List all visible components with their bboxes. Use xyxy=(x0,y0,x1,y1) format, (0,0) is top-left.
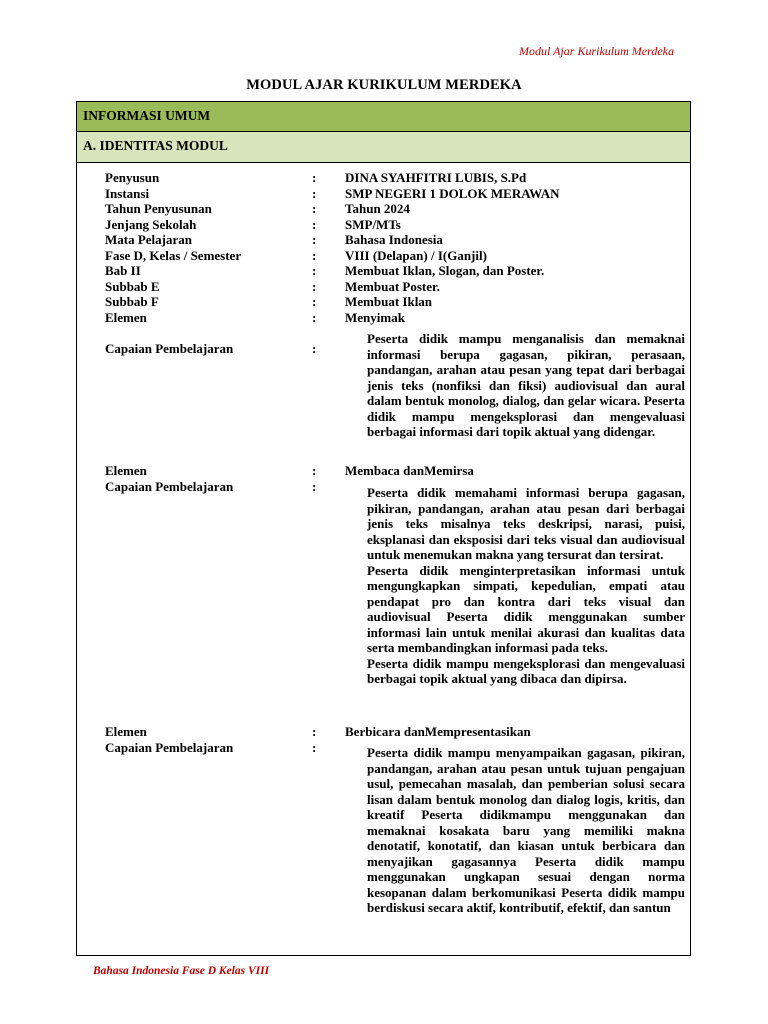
colon: : xyxy=(312,247,317,263)
colon: : xyxy=(312,170,317,185)
elemen-value: Berbicara danMempresentasikan xyxy=(345,724,531,739)
section-general-info: INFORMASI UMUM xyxy=(76,101,691,132)
cp-label: Capaian Pembelajaran xyxy=(105,478,234,494)
cp-label: Capaian Pembelajaran xyxy=(105,341,234,356)
colon: : xyxy=(312,740,317,755)
cp-paragraph: Peserta didik mampu mengeksplorasi dan mengevaluasi berbagai topik aktual yang dibaca dan dipirsa. xyxy=(367,655,685,686)
identity-value: Tahun 2024 xyxy=(345,201,410,216)
running-header: Modul Ajar Kurikulum Merdeka xyxy=(519,44,674,58)
colon: : xyxy=(312,216,317,232)
elemen-label: Elemen xyxy=(105,463,147,478)
identity-label: Tahun Penyusunan xyxy=(105,201,212,216)
colon: : xyxy=(312,185,317,201)
colon: : xyxy=(312,478,317,494)
colon: : xyxy=(312,463,317,478)
identity-label: Elemen xyxy=(105,309,147,325)
identity-value: Menyimak xyxy=(345,309,405,325)
document-title: MODUL AJAR KURIKULUM MERDEKA xyxy=(246,77,522,93)
identity-label: Fase D, Kelas / Semester xyxy=(105,247,242,263)
colon: : xyxy=(312,201,317,216)
cp-text-berbicara xyxy=(367,745,685,916)
colon: : xyxy=(312,263,317,278)
colon: : xyxy=(312,232,317,247)
identity-value: Bahasa Indonesia xyxy=(345,232,443,247)
identity-value: Membuat Iklan xyxy=(345,294,433,309)
identity-label: Jenjang Sekolah xyxy=(105,216,197,232)
colon: : xyxy=(312,341,317,356)
colon: : xyxy=(312,724,317,739)
cp-label: Capaian Pembelajaran xyxy=(105,740,234,755)
identity-value: VIII (Delapan) / I(Ganjil) xyxy=(345,247,487,263)
identity-label: Penyusun xyxy=(105,170,160,185)
identity-label: Instansi xyxy=(105,185,150,201)
identity-value: DINA SYAHFITRI LUBIS, S.Pd xyxy=(345,170,527,185)
cp-paragraph: Peserta didik memahami informasi berupa gagasan, pikiran, pandangan, arahan atau pesan dari berbagai jenis teks misalnya teks deskripsi, narasi, puisi, eksplanasi dan eksposisi dari teks visual dan audiovisual untuk menemukan makna yang tersurat dan tersirat. xyxy=(367,485,685,562)
colon: : xyxy=(312,278,317,294)
identity-value: SMP NEGERI 1 DOLOK MERAWAN xyxy=(345,185,560,201)
cp-paragraph: Peserta didik mampu menganalisis dan memaknai informasi berupa gagasan, pikiran, perasaan, pandangan, arahan atau pesan yang tepat dari berbagai jenis teks (nonfiksi dan fiksi) audiovisual dan aural dalam bentuk monolog, dialog, dan gelar wicara. Peserta didik mampu mengeksplorasi dan mengevaluasi berbagai informasi dari topik aktual yang didengar. xyxy=(367,331,685,439)
colon: : xyxy=(312,309,317,325)
cp-text-membaca xyxy=(367,485,685,687)
identity-label: Subbab E xyxy=(105,278,160,294)
cp-paragraph: Peserta didik mampu menyampaikan gagasan, pikiran, pandangan, arahan atau pesan untuk tujuan pengajuan usul, pemecahan masalah, dan pemberian solusi secara lisan dalam bentuk monolog dan dialog logis, kritis, dan kreatif Peserta didikmampu menggunakan dan memaknai kosakata baru yang memiliki makna denotatif, konotatif, dan kiasan untuk berbicara dan menyajikan gagasannya Peserta didik mampu menggunakan ungkapan sesuai dengan norma kesopanan dalam berkomunikasi Peserta didik mampu berdiskusi secara aktif, kontributif, efektif, dan santun xyxy=(367,745,685,915)
elemen-value: Membaca danMemirsa xyxy=(345,463,474,478)
section-module-identity: A. IDENTITAS MODUL xyxy=(76,132,691,163)
elemen-label: Elemen xyxy=(105,724,147,739)
cp-text-menyimak xyxy=(367,331,685,440)
identity-label: Mata Pelajaran xyxy=(105,232,193,247)
cp-paragraph: Peserta didik menginterpretasikan informasi untuk mengungkapkan simpati, kepedulian, empati atau pendapat pro dan kontra dari teks visual dan audiovisual Peserta didik menggunakan sumber informasi lain untuk menilai akurasi dan kualitas data serta membandingkan informasi pada teks. xyxy=(367,562,685,655)
identity-label: Bab II xyxy=(105,263,141,278)
identity-value: Membuat Poster. xyxy=(345,278,440,294)
identity-value: SMP/MTs xyxy=(345,216,401,232)
colon: : xyxy=(312,294,317,309)
identity-value: Membuat Iklan, Slogan, dan Poster. xyxy=(345,263,545,278)
running-footer: Bahasa Indonesia Fase D Kelas VIII xyxy=(93,965,270,977)
identity-label: Subbab F xyxy=(105,294,159,309)
